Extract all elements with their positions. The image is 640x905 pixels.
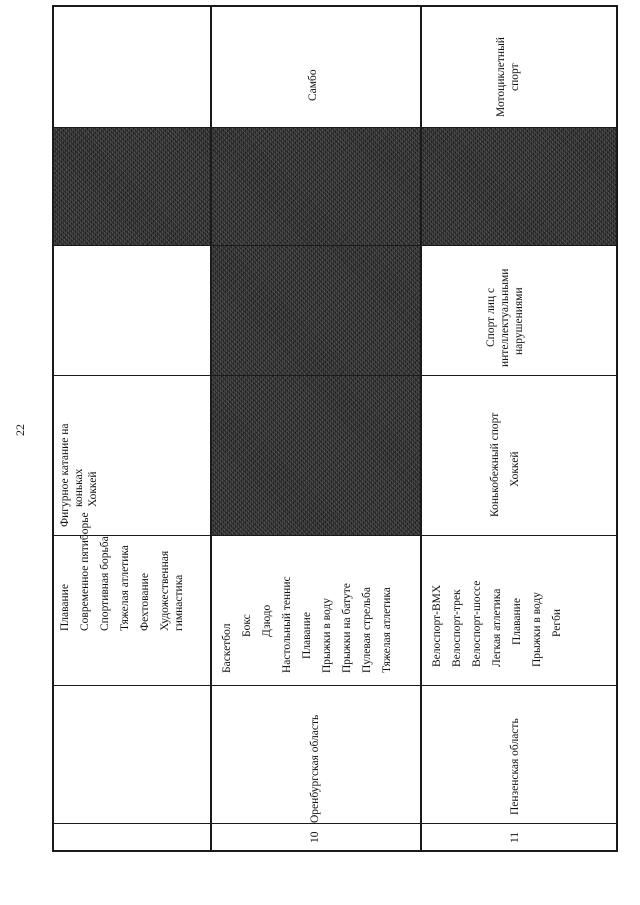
shaded-cell (52, 127, 210, 245)
shaded-cell (212, 127, 420, 245)
sport-item: Бокс (241, 614, 253, 637)
winter-sports-list (58, 423, 100, 527)
sport-item: Плавание (301, 612, 313, 659)
sport-item: Прыжки на батуте (341, 583, 353, 673)
sport-item: Тяжелая атлетика (119, 545, 131, 631)
other-sports-list (494, 37, 522, 117)
sport-item: Дзюдо (261, 604, 273, 637)
sport-item: Самбо (307, 69, 319, 101)
sport-item: Велоспорт-трек (451, 589, 463, 667)
region-name: Пензенская область (509, 718, 521, 815)
sport-item: Прыжки в воду (321, 597, 333, 673)
sport-item: Настольный теннис (281, 576, 293, 673)
sport-item: Спортивная борьба (99, 536, 111, 631)
sport-item: коньках (73, 468, 85, 507)
region-name: Оренбургская область (309, 714, 321, 823)
sport-item: Фехтование (139, 573, 151, 631)
sport-item: Плавание (511, 598, 523, 645)
sport-item: Прыжки в воду (531, 591, 543, 667)
shaded-cell (422, 127, 618, 245)
sport-item: Баскетбол (221, 623, 233, 673)
sport-item: Регби (551, 608, 563, 637)
sport-item: Современное пятиборье (79, 512, 91, 631)
sport-item: спорт (509, 63, 521, 91)
sport-item: интеллектуальными (499, 268, 511, 367)
sport-item: Плавание (59, 584, 71, 631)
shaded-cell (212, 245, 420, 375)
sport-item: Хоккей (509, 451, 521, 487)
sport-item: гимнастика (173, 574, 185, 631)
adaptive-sports-list (484, 269, 526, 367)
shaded-cell (212, 375, 420, 535)
sport-item: нарушениями (513, 287, 525, 355)
page-number: 22 (13, 424, 27, 436)
summer-sports-list (220, 576, 394, 673)
row-number: 10 (309, 831, 321, 843)
sport-item: Мотоциклетный (495, 37, 507, 117)
winter-sports-list (488, 413, 522, 517)
sport-item: Конькобежный спорт (489, 412, 501, 517)
sport-item: Пулевая стрельба (361, 586, 373, 673)
sport-item: Велоспорт-BMX (431, 584, 443, 667)
sport-item: Спорт лиц с (485, 287, 497, 347)
sport-item: Хоккей (87, 471, 99, 507)
sport-item: Тяжелая атлетика (381, 587, 393, 673)
sport-item: Художественная (159, 550, 171, 631)
sport-item: Фигурное катание на (59, 423, 71, 527)
sport-item: Велоспорт-шоссе (471, 580, 483, 667)
regions-sports-table (52, 5, 618, 852)
sport-item: Легкая атлетика (491, 588, 503, 667)
row-number: 11 (509, 831, 521, 843)
other-sports-list (306, 69, 320, 101)
summer-sports-list (58, 512, 186, 631)
summer-sports-list (430, 581, 564, 667)
